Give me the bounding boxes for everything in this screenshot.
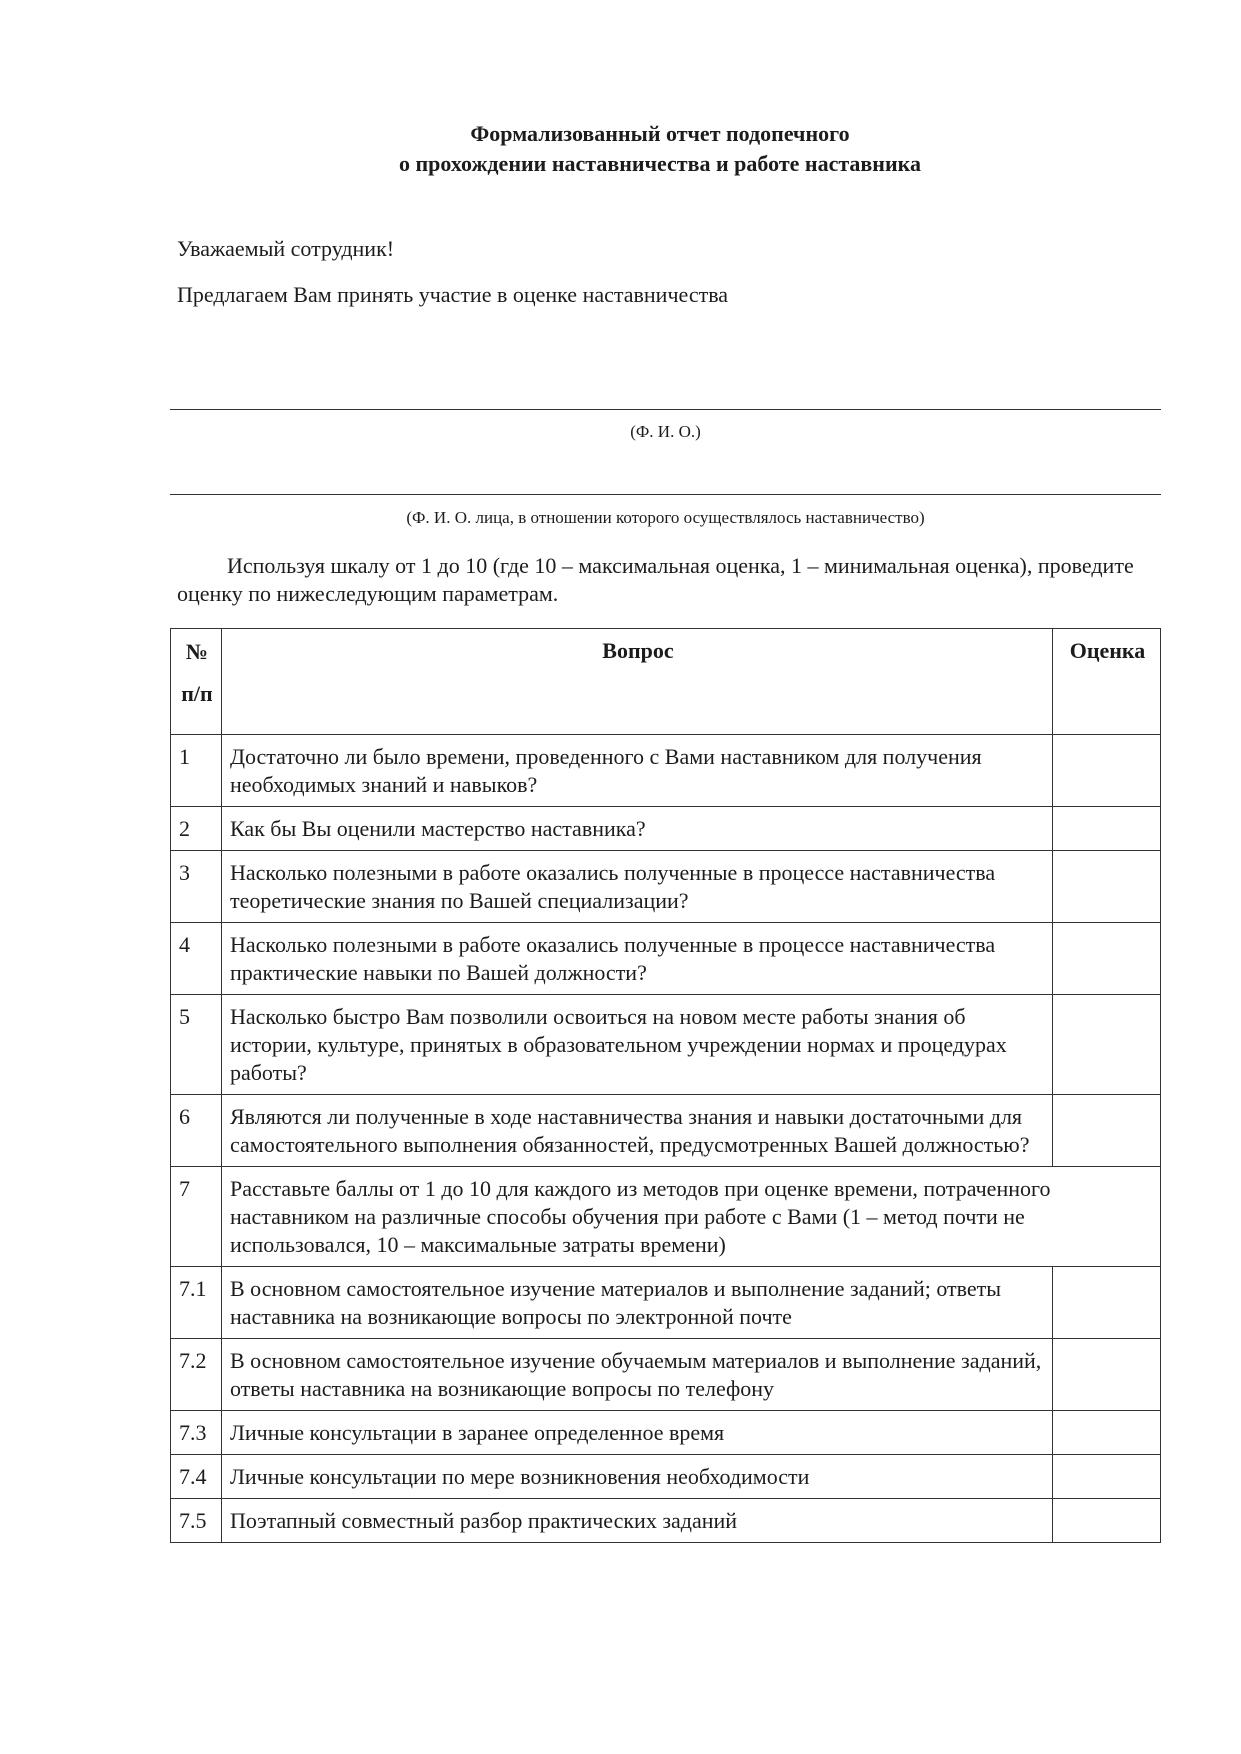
row-number: 5 (171, 995, 222, 1095)
row-question: Являются ли полученные в ходе наставничества знания и навыки достаточными для самостоятельного выполнения обязанностей, предусмотренных Вашей должностью? (221, 1095, 1052, 1167)
greeting: Уважаемый сотрудник! (177, 236, 395, 261)
row-question: Поэтапный совместный разбор практических заданий (221, 1499, 1052, 1543)
mentee-caption: (Ф. И. О. лица, в отношении которого осуществлялось наставничество) (406, 508, 925, 527)
invitation-text: Предлагаем Вам принять участие в оценке наставничества (177, 282, 729, 307)
row-question: Личные консультации в заранее определенное время (221, 1411, 1052, 1455)
evaluation-table (170, 628, 1161, 1543)
row-number: 2 (171, 807, 222, 851)
header-question: Вопрос (221, 629, 1052, 735)
table-row (171, 1455, 1161, 1499)
mentee-fio-line[interactable] (170, 494, 1161, 495)
row-question: В основном самостоятельное изучение обучаемым материалов и выполнение заданий, ответы наставника на возникающие вопросы по телефону (221, 1339, 1052, 1411)
score-cell[interactable] (1053, 1095, 1161, 1167)
table-row (171, 1411, 1161, 1455)
table-row (171, 995, 1161, 1095)
score-cell[interactable] (1053, 1339, 1161, 1411)
row-number: 7.3 (171, 1411, 222, 1455)
row-number: 6 (171, 1095, 222, 1167)
row-number: 7.2 (171, 1339, 222, 1411)
row-number: 7 (171, 1167, 222, 1267)
table-row (171, 1167, 1161, 1267)
score-cell[interactable] (1053, 1455, 1161, 1499)
row-question: Насколько быстро Вам позволили освоиться на новом месте работы знания об истории, культуре, принятых в образовательном учреждении нормах и процедурах работы? (221, 995, 1052, 1095)
row-number: 4 (171, 923, 222, 995)
document-title (0, 119, 1241, 179)
table-row (171, 1339, 1161, 1411)
table-row (171, 1095, 1161, 1167)
score-cell[interactable] (1053, 995, 1161, 1095)
table-row (171, 1499, 1161, 1543)
row-question: В основном самостоятельное изучение материалов и выполнение заданий; ответы наставника на возникающие вопросы по электронной почте (221, 1267, 1052, 1339)
row-number: 3 (171, 851, 222, 923)
instructions-paragraph: Используя шкалу от 1 до 10 (где 10 – максимальная оценка, 1 – минимальная оценка), проведите оценку по нижеследующим параметрам. (177, 553, 1134, 606)
score-cell[interactable] (1053, 735, 1161, 807)
score-cell[interactable] (1053, 923, 1161, 995)
table-row (171, 851, 1161, 923)
score-cell[interactable] (1053, 1499, 1161, 1543)
score-cell[interactable] (1053, 1411, 1161, 1455)
header-num-abbr: п/п (181, 681, 213, 706)
title-line-2: о прохождении наставничества и работе наставника (399, 151, 921, 176)
row-number: 7.4 (171, 1455, 222, 1499)
row-number: 1 (171, 735, 222, 807)
row-question: Расставьте баллы от 1 до 10 для каждого из методов при оценке времени, потраченного наставником на различные способы обучения при работе с Вами (1 – метод почти не использовался, 10 – максимальные затраты времени) (221, 1167, 1160, 1267)
fio-line[interactable] (170, 409, 1161, 410)
score-cell[interactable] (1053, 1267, 1161, 1339)
row-number: 7.1 (171, 1267, 222, 1339)
header-num (171, 629, 222, 735)
score-cell[interactable] (1053, 807, 1161, 851)
table-body (171, 629, 1161, 1543)
header-num-symbol: № (185, 639, 209, 664)
header-score: Оценка (1053, 629, 1161, 735)
score-cell[interactable] (1053, 851, 1161, 923)
row-number: 7.5 (171, 1499, 222, 1543)
row-question: Достаточно ли было времени, проведенного с Вами наставником для получения необходимых знаний и навыков? (221, 735, 1052, 807)
row-question: Насколько полезными в работе оказались полученные в процессе наставничества практические навыки по Вашей должности? (221, 923, 1052, 995)
row-question: Как бы Вы оценили мастерство наставника? (221, 807, 1052, 851)
fio-caption: (Ф. И. О.) (630, 422, 701, 441)
table-row (171, 923, 1161, 995)
table-header-row (171, 629, 1161, 735)
row-question: Насколько полезными в работе оказались полученные в процессе наставничества теоретические знания по Вашей специализации? (221, 851, 1052, 923)
title-line-1: Формализованный отчет подопечного (470, 121, 850, 146)
table-row (171, 1267, 1161, 1339)
row-question: Личные консультации по мере возникновения необходимости (221, 1455, 1052, 1499)
table-row (171, 735, 1161, 807)
table-row (171, 807, 1161, 851)
